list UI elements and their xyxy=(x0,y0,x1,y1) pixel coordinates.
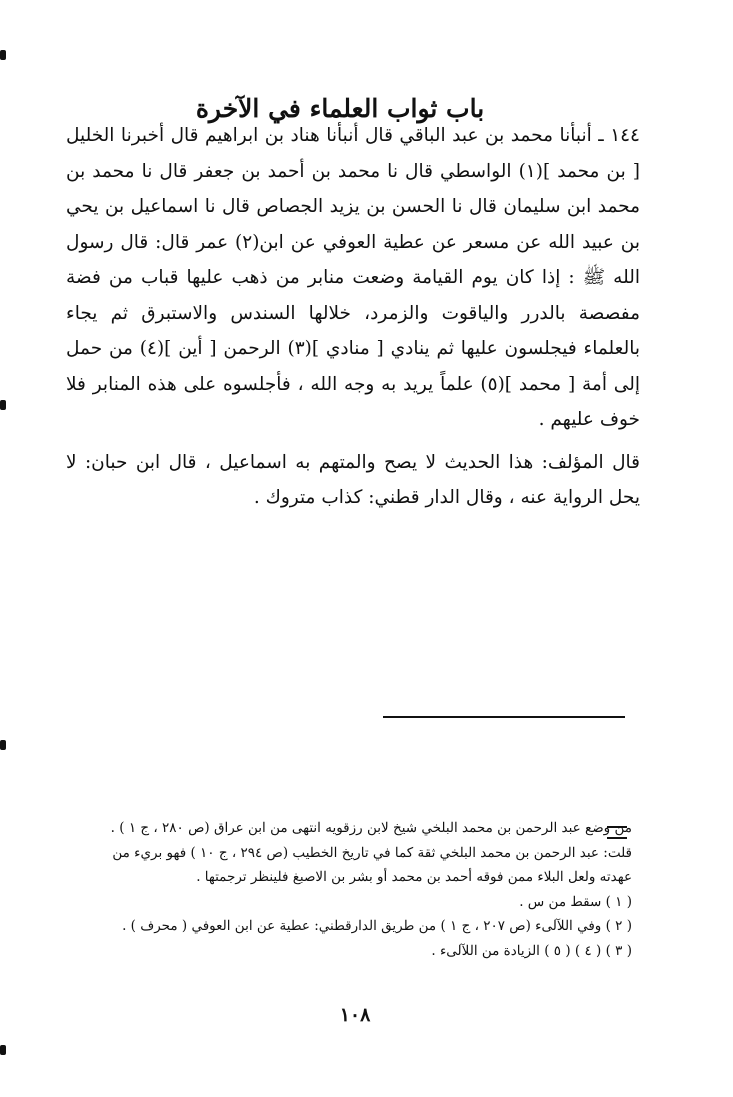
footnote-separator xyxy=(383,716,625,718)
footnote-continuation: من وضع عبد الرحمن بن محمد البلخي شيخ لابن رزقويه انتهى من ابن عراق (ص ٢٨٠ ، ج ١ ) . قلت: عبد الرحمن بن محمد البلخي ثقة كما في تاريخ الخطيب (ص ٢٩٤ ، ج ١٠ ) فهو بريء من عهدته ولعل البلاء ممن فوقه أحمد بن محمد أو بشر بن الاصبغ فلينظر ترجمتها . xyxy=(110,820,632,885)
left-edge-mark xyxy=(0,400,6,410)
main-text xyxy=(66,118,640,516)
left-edge-mark xyxy=(0,1045,6,1055)
footnote-2: ( ٢ ) وفي اللآلىء (ص ٢٠٧ ، ج ١ ) من طريق الدارقطني: عطية عن ابن العوفي ( محرف ) . xyxy=(122,918,632,934)
left-edge-mark xyxy=(0,740,6,750)
chapter-title: باب ثواب العلماء في الآخرة xyxy=(195,93,485,123)
footnotes xyxy=(102,816,632,963)
footnote-1: ( ١ ) سقط من س . xyxy=(519,893,632,910)
hadith-paragraph: ١٤٤ ـ أنبأنا محمد بن عبد الباقي قال أنبأنا هناد بن ابراهيم قال أخبرنا الخليل [ بن محمد ](١) الواسطي قال نا محمد بن أحمد بن جعفر قال نا محمد بن محمد ابن سليمان قال نا الحسن بن يزيد الجصاص قال نا اسماعيل بن يحي بن عبيد الله عن مسعر عن عطية العوفي عن ابن(٢) عمر قال: قال رسول الله ﷺ : إذا كان يوم القيامة وضعت منابر من ذهب عليها قباب من فضة مفصصة بالدرر والياقوت والزمرد، خلالها السندس والاستبرق ثم يجاء بالعلماء فيجلسون عليها ثم ينادي [ منادي ](٣) الرحمن [ أين ](٤) من حمل إلى أمة [ محمد ](٥) علماً يريد به وجه الله ، فأجلسوه على هذه المنابر فلا خوف عليهم . xyxy=(66,125,640,430)
left-edge-mark xyxy=(0,50,6,60)
page-number: ١٠٨ xyxy=(339,1004,371,1026)
footnote-3-4-5: ( ٣ ) ( ٤ ) ( ٥ ) الزيادة من اللآلىء . xyxy=(431,942,632,959)
author-comment-paragraph: قال المؤلف: هذا الحديث لا يصح والمتهم به اسماعيل ، قال ابن حبان: لا يحل الرواية عنه ، وقال الدار قطني: كذاب متروك . xyxy=(66,451,640,508)
